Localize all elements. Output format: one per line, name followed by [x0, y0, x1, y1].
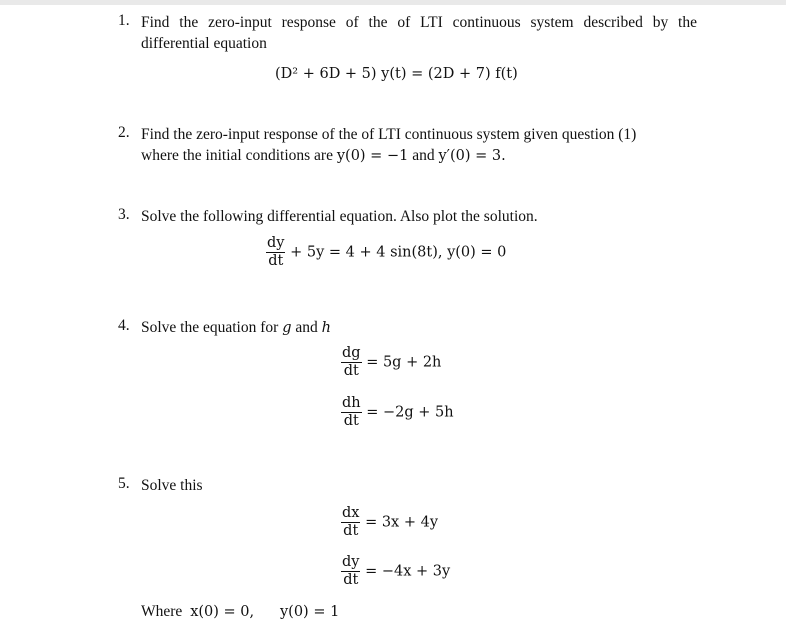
- top-border: [0, 0, 786, 5]
- question-text: Solve the equation for: [141, 319, 279, 336]
- fraction: [266, 235, 285, 270]
- fraction-numerator: dy: [342, 554, 360, 570]
- equation: [341, 554, 450, 589]
- fraction: [341, 505, 360, 540]
- fraction-numerator: dg: [342, 345, 361, 361]
- question-number: 3.: [118, 206, 130, 223]
- question-number: 1.: [118, 12, 130, 29]
- question-text-line: differential equation: [141, 35, 267, 52]
- fraction-denominator: dt: [341, 522, 360, 540]
- fraction: [341, 554, 360, 589]
- equation: [341, 395, 454, 430]
- equation: [341, 345, 441, 380]
- question-text-line: Solve the following differential equation. Also plot the solution.: [141, 208, 538, 225]
- fraction-denominator: dt: [341, 571, 360, 589]
- equation: (D² + 6D + 5) y(t) = (2D + 7) f(t): [275, 66, 518, 82]
- fraction-numerator: dx: [342, 505, 360, 521]
- question-text-line: Solve this: [141, 477, 203, 494]
- equation: [341, 505, 438, 540]
- question-text-line: Find the zero-input response of the of LTI continuous system described by the: [141, 14, 697, 31]
- fraction-numerator: dy: [267, 235, 285, 251]
- variable: h: [321, 320, 331, 336]
- fraction: [341, 395, 362, 430]
- conjunction: and: [295, 319, 318, 336]
- equation-rhs: = 5g + 2h: [366, 354, 442, 371]
- variable: g: [282, 320, 292, 336]
- question-text-line: Find the zero-input response of the of LTI continuous system given question (1): [141, 126, 637, 143]
- equation-rhs: + 5y = 4 + 4 sin(8t), y(0) = 0: [290, 244, 507, 261]
- initial-condition: y(0) = −1: [336, 148, 409, 164]
- equation-rhs: = 3x + 4y: [365, 514, 439, 531]
- equation-rhs: = −2g + 5h: [366, 404, 454, 421]
- initial-conditions-line: [141, 603, 339, 621]
- initial-condition: y′(0) = 3.: [438, 148, 506, 164]
- question-text: Where: [141, 603, 183, 620]
- equation-rhs: = −4x + 3y: [365, 563, 451, 580]
- question-number: 5.: [118, 475, 130, 492]
- question-text: where the initial conditions are: [141, 147, 333, 164]
- question-text-line: [141, 145, 506, 167]
- fraction-denominator: dt: [341, 412, 362, 430]
- fraction-denominator: dt: [341, 362, 362, 380]
- fraction: [341, 345, 362, 380]
- question-text-line: [141, 317, 331, 339]
- question-number: 2.: [118, 124, 130, 141]
- initial-condition: x(0) = 0,: [190, 604, 255, 620]
- fraction-numerator: dh: [342, 395, 361, 411]
- initial-condition: y(0) = 1: [279, 604, 340, 620]
- equation: [266, 235, 506, 270]
- conjunction: and: [412, 147, 435, 164]
- question-number: 4.: [118, 317, 130, 334]
- fraction-denominator: dt: [266, 252, 285, 270]
